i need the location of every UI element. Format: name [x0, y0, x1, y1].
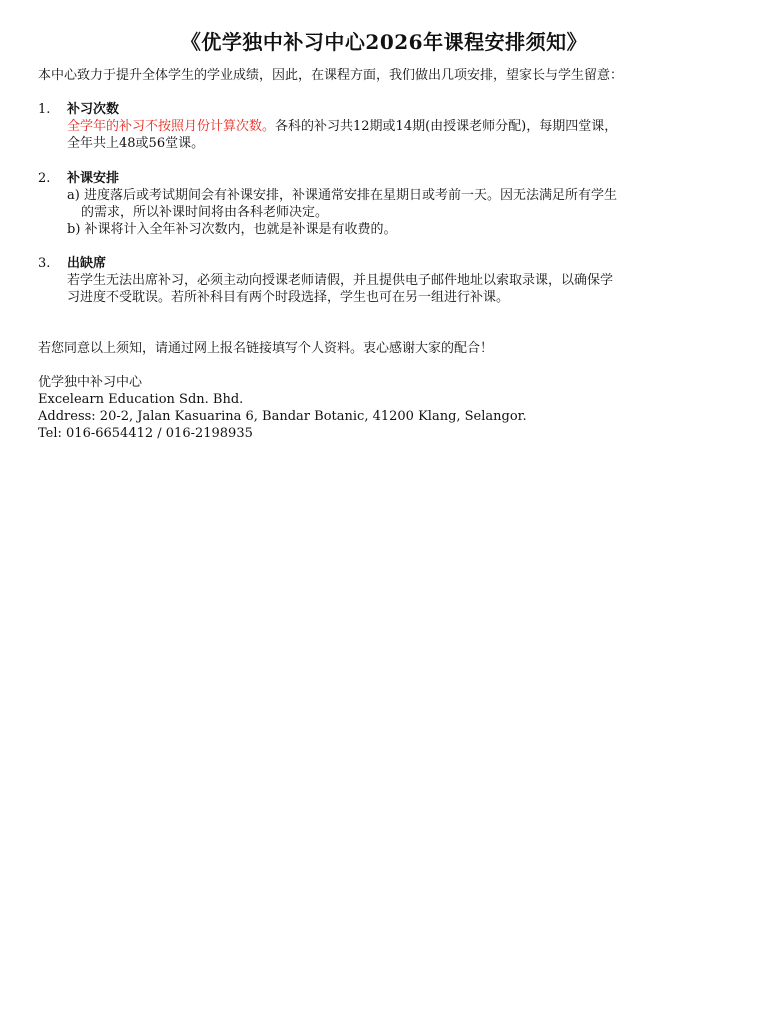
intro-paragraph: 本中心致力于提升全体学生的学业成绩，因此，在课程方面，我们做出几项安排，望家长与学生留意： [38, 68, 624, 83]
section-text-line: 全年共上48或56堂课。 [67, 136, 205, 151]
section-body [67, 101, 738, 152]
section-text-line: 习进度不受耽误。若所补科目有两个时段选择，学生也可在另一组进行补课。 [67, 290, 510, 305]
section-title: 补习次数 [67, 102, 120, 117]
company-info [38, 374, 738, 442]
section-body [67, 170, 738, 238]
section-item-b: b) 补课将计入全年补习次数内，也就是补课是有收费的。 [67, 222, 397, 237]
section-item-a-continued: 的需求，所以补课时间将由各科老师决定。 [81, 205, 329, 220]
section-number: 3. [38, 256, 51, 271]
section-body [67, 255, 738, 306]
section-text: 各科的补习共12期或14期(由授课老师分配)，每期四堂课， [275, 119, 618, 134]
section-makeup-classes [38, 170, 738, 238]
section-title: 补课安排 [67, 171, 120, 186]
section-number: 1. [38, 102, 51, 117]
section-item-a: a) 进度落后或考试期间会有补课安排，补课通常安排在星期日或考前一天。因无法满足所有学生 [67, 188, 617, 203]
section-lesson-count [38, 101, 738, 152]
section-text-line: 若学生无法出席补习，必须主动向授课老师请假，并且提供电子邮件地址以索取录课，以确保学 [67, 273, 614, 288]
section-attendance [38, 255, 738, 306]
company-address: Address: 20-2, Jalan Kasuarina 6, Bandar Botanic, 41200 Klang, Selangor. [38, 409, 527, 424]
section-title: 出缺席 [67, 256, 107, 271]
closing-note: 若您同意以上须知，请通过网上报名链接填写个人资料。衷心感谢大家的配合！ [38, 341, 494, 356]
section-number: 2. [38, 171, 51, 186]
document-title: 《优学独中补习中心2026年课程安排须知》 [180, 30, 588, 54]
highlighted-text: 全学年的补习不按照月份计算次数。 [67, 119, 276, 134]
company-tel: Tel: 016-6654412 / 016-2198935 [38, 426, 253, 441]
company-name-en: Excelearn Education Sdn. Bhd. [38, 392, 244, 407]
section-text-line [67, 118, 738, 135]
company-name-cn: 优学独中补习中心 [38, 375, 143, 390]
